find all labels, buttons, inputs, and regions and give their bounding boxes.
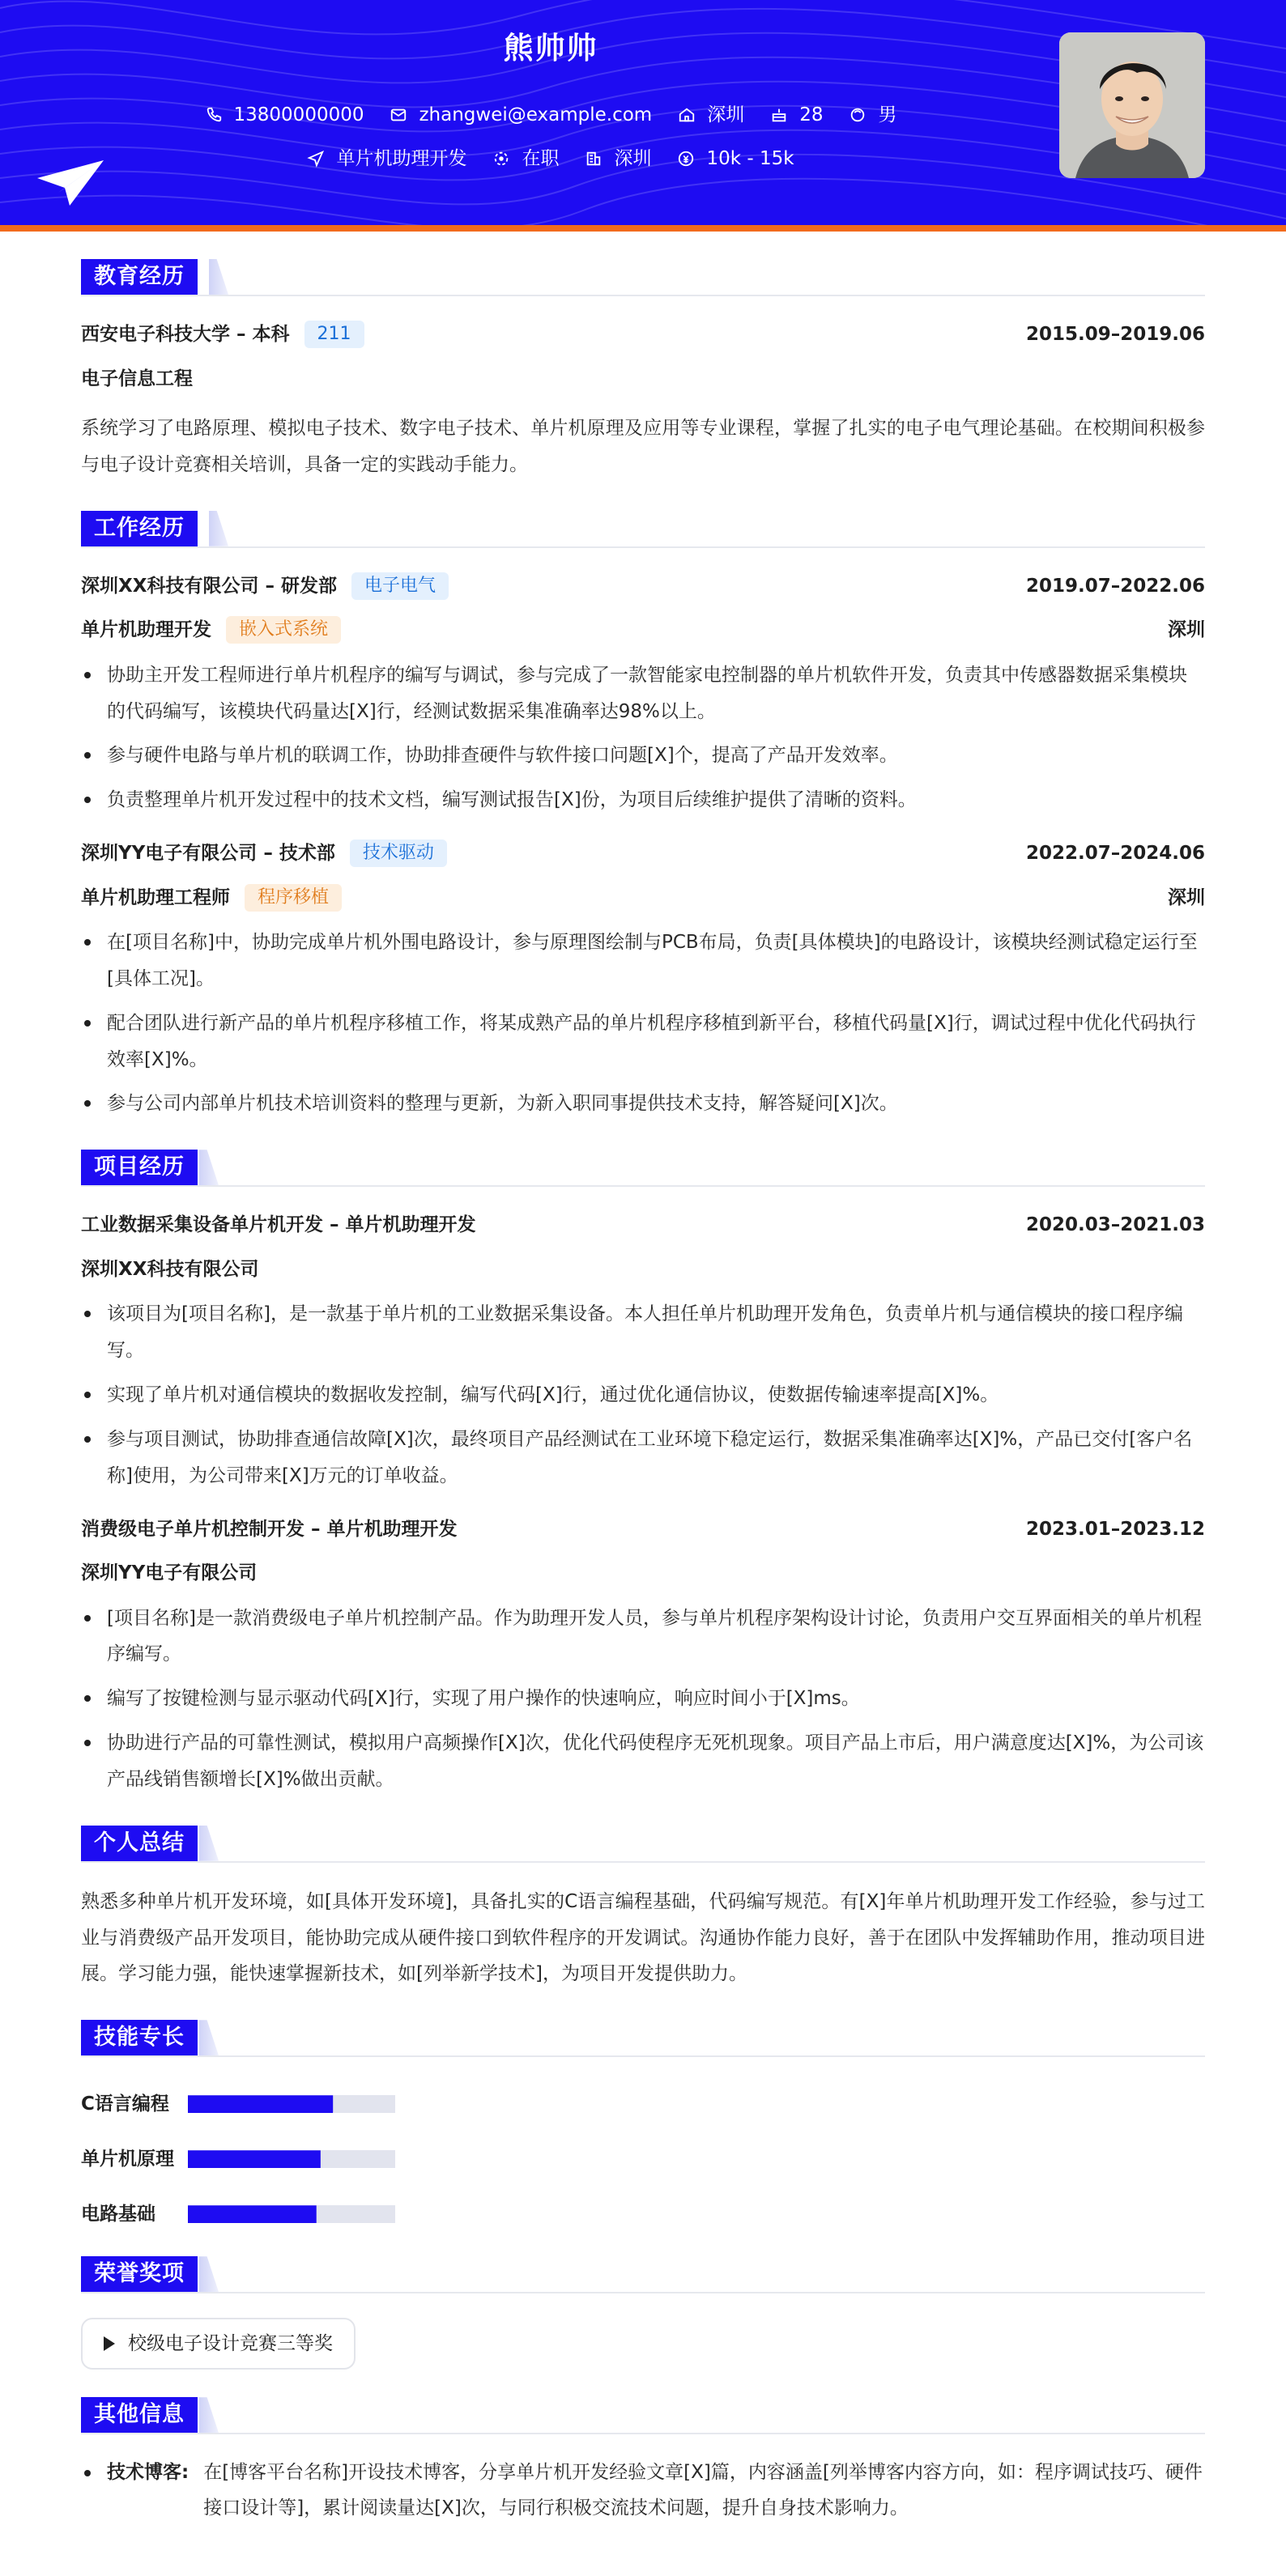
list-item: 负责整理单片机开发过程中的技术文档，编写测试报告[X]份，为项目后续维护提供了清晰的资料。 <box>81 782 1205 818</box>
send-icon <box>307 150 325 168</box>
major-name: 电子信息工程 <box>81 368 193 389</box>
job-location: 深圳 <box>1168 886 1205 908</box>
other-section <box>81 2397 1205 2526</box>
list-item: 参与项目测试，协助排查通信故障[X]次，最终项目产品经测试在工业环境下稳定运行，数据采集准确率达[X]%，产品已交付[客户名称]使用，为公司带来[X]万元的订单收益。 <box>81 1422 1205 1494</box>
project-period: 2023.01–2023.12 <box>1025 1518 1205 1540</box>
education-description: 系统学习了电路原理、模拟电子技术、数字电子技术、单片机原理及应用等专业课程，掌握了扎实的电子电气理论基础。在校期间积极参与电子设计竞赛相关培训，具备一定的实践动手能力。 <box>81 418 1205 475</box>
project-bullet-list <box>81 1600 1205 1798</box>
project-company: 深圳XX科技有限公司 <box>81 1258 259 1280</box>
list-item: 协助进行产品的可靠性测试，模拟用户高频操作[X]次，优化代码使程序无死机现象。项目产品上市后，用户满意度达[X]%，为公司该产品线销售额增长[X]%做出贡献。 <box>81 1725 1205 1798</box>
gender-item <box>849 102 896 128</box>
job-entry <box>81 572 1205 818</box>
section-title: 教育经历 <box>81 259 198 295</box>
section-title: 其他信息 <box>81 2397 198 2433</box>
summary-section <box>81 1826 1205 1993</box>
work-section <box>81 511 1205 1123</box>
job-role: 单片机助理开发 <box>81 619 211 641</box>
phone-item <box>205 102 364 128</box>
skill-item <box>81 2187 654 2242</box>
summary-text: 熟悉多种单片机开发环境，如[具体开发环境]，具备扎实的C语言编程基础，代码编写规范。有[X]年单片机助理开发工作经验，参与过工业与消费级产品开发项目，能协助完成从硬件接口到软件程序的开发调试。沟通协作能力良好，善于在团队中发挥辅助作用，推动项目进展。学习能力强，能快速掌握新技术，如[列举新学技术]，为项目开发提供助力。 <box>81 1890 1205 1985</box>
bottom-spacer <box>81 2527 1205 2546</box>
city-text: 深圳 <box>707 104 745 125</box>
list-item: 参与公司内部单片机技术培训资料的整理与更新，为新入职同事提供技术支持，解答疑问[X]次。 <box>81 1086 1205 1122</box>
phone-icon <box>205 106 223 124</box>
major-row <box>81 365 1205 393</box>
list-item: 在[项目名称]中，协助完成单片机外围电路设计，参与原理图绘制与PCB布局，负责[具体模块]的电路设计，该模块经测试稳定运行至[具体工况]。 <box>81 925 1205 997</box>
target-position-text: 单片机助理开发 <box>336 148 467 169</box>
project-name: 消费级电子单片机控制开发 – 单片机助理开发 <box>81 1518 458 1540</box>
city-item <box>678 102 744 128</box>
company-tag-badge: 电子电气 <box>351 572 449 600</box>
school-name: 西安电子科技大学 – 本科 <box>81 324 290 345</box>
job-bullet-list <box>81 657 1205 818</box>
phone-text: 13800000000 <box>233 104 364 125</box>
mail-icon <box>390 106 407 124</box>
education-entry-header <box>81 321 1205 349</box>
salary-item <box>677 146 794 172</box>
section-title-decoration <box>209 511 228 546</box>
list-item: 该项目为[项目名称]，是一款基于单片机的工业数据采集设备。本人担任单片机助理开发角色，负责单片机与通信模块的接口程序编写。 <box>81 1296 1205 1369</box>
section-header <box>81 2020 1205 2060</box>
resume-header <box>0 0 1286 232</box>
job-bullet-list <box>81 925 1205 1122</box>
skill-level-bar <box>188 2205 395 2223</box>
email-item <box>390 102 652 128</box>
money-icon <box>677 150 695 168</box>
salary-text: 10k - 15k <box>706 148 794 169</box>
list-item: 配合团队进行新产品的单片机程序移植工作，将某成熟产品的单片机程序移植到新平台，移植代码量[X]行，调试过程中优化代码执行效率[X]%。 <box>81 1005 1205 1078</box>
section-divider <box>81 2055 1205 2057</box>
status-text: 在职 <box>522 148 560 169</box>
section-divider <box>81 295 1205 296</box>
skill-level-fill <box>188 2150 321 2168</box>
company-tag-badge: 技术驱动 <box>350 840 447 867</box>
building-icon <box>585 150 603 168</box>
award-name: 校级电子设计竞赛三等奖 <box>128 2332 333 2354</box>
section-title-decoration <box>199 1826 219 1861</box>
job-role-row <box>81 616 1205 644</box>
cake-icon <box>770 106 788 124</box>
list-item <box>81 2455 1205 2526</box>
section-divider <box>81 546 1205 548</box>
project-company-row <box>81 1559 1205 1588</box>
play-triangle-icon <box>104 2336 115 2351</box>
skill-name: 电路基础 <box>81 2203 155 2225</box>
section-header <box>81 259 1205 300</box>
school-tag-badge: 211 <box>304 321 364 348</box>
job-period: 2019.07–2022.06 <box>1025 575 1205 597</box>
section-title-decoration <box>199 1150 219 1185</box>
section-title: 荣誉奖项 <box>81 2256 198 2292</box>
gender-text: 男 <box>878 104 897 125</box>
list-item: 参与硬件电路与单片机的联调工作，协助排查硬件与软件接口问题[X]个，提高了产品开发效率。 <box>81 738 1205 774</box>
section-title-decoration <box>209 259 228 295</box>
project-entry <box>81 1515 1205 1798</box>
skill-item <box>81 2132 654 2187</box>
job-location: 深圳 <box>1168 619 1205 641</box>
company-name: 深圳YY电子有限公司 – 技术部 <box>81 843 335 865</box>
job-role-row <box>81 884 1205 912</box>
target-position-item <box>307 146 466 172</box>
section-title-decoration <box>199 2020 219 2055</box>
list-item: 协助主开发工程师进行单片机程序的编写与调试，参与完成了一款智能家电控制器的单片机软件开发，负责其中传感器数据采集模块的代码编写，该模块代码量达[X]行，经测试数据采集准确率达98%以上。 <box>81 657 1205 730</box>
email-text: zhangwei@example.com <box>419 104 653 125</box>
section-divider <box>81 2433 1205 2434</box>
section-header <box>81 2256 1205 2297</box>
status-item <box>492 146 559 172</box>
section-title: 个人总结 <box>81 1826 198 1861</box>
project-header <box>81 1515 1205 1544</box>
project-period: 2020.03–2021.03 <box>1025 1214 1205 1236</box>
avatar <box>1059 32 1205 178</box>
profile-photo <box>1059 32 1205 178</box>
section-divider <box>81 2292 1205 2293</box>
skill-level-bar <box>188 2150 395 2168</box>
project-company-row <box>81 1256 1205 1284</box>
age-text: 28 <box>799 104 824 125</box>
section-divider <box>81 1861 1205 1863</box>
skills-grid <box>81 2077 1205 2242</box>
company-name: 深圳XX科技有限公司 – 研发部 <box>81 575 337 597</box>
skill-item <box>81 2077 654 2132</box>
list-item: 实现了单片机对通信模块的数据收发控制，编写代码[X]行，通过优化通信协议，使数据传输速率提高[X]%。 <box>81 1377 1205 1413</box>
other-item-key: 技术博客: <box>107 2462 189 2484</box>
project-company: 深圳YY电子有限公司 <box>81 1562 258 1583</box>
candidate-name: 熊帅帅 <box>503 31 598 66</box>
section-divider <box>81 1185 1205 1187</box>
role-tag-badge: 嵌入式系统 <box>226 616 341 644</box>
other-list <box>81 2455 1205 2526</box>
education-period: 2015.09–2019.06 <box>1025 324 1205 345</box>
section-title: 技能专长 <box>81 2020 198 2055</box>
skill-level-fill <box>188 2095 333 2113</box>
target-city-item <box>585 146 651 172</box>
skill-level-fill <box>188 2205 317 2223</box>
section-title-decoration <box>199 2397 219 2433</box>
contact-row <box>0 102 1101 128</box>
target-city-text: 深圳 <box>614 148 652 169</box>
project-header <box>81 1211 1205 1239</box>
job-intent-row <box>0 146 1101 172</box>
list-item: 编写了按键检测与显示驱动代码[X]行，实现了用户操作的快速响应，响应时间小于[X]ms。 <box>81 1681 1205 1717</box>
award-item <box>81 2318 356 2370</box>
other-item-value: 在[博客平台名称]开设技术博客，分享单片机开发经验文章[X]篇，内容涵盖[列举博客内容方向，如：程序调试技巧、硬件接口设计等]，累计阅读量达[X]次，与同行积极交流技术问题，提升自身技术影响力。 <box>203 2462 1203 2519</box>
gender-icon <box>849 106 867 124</box>
section-title: 工作经历 <box>81 511 198 546</box>
job-entry <box>81 840 1205 1122</box>
project-name: 工业数据采集设备单片机开发 – 单片机助理开发 <box>81 1214 476 1236</box>
job-header <box>81 572 1205 601</box>
list-item: [项目名称]是一款消费级电子单片机控制产品。作为助理开发人员，参与单片机程序架构设计讨论，负责用户交互界面相关的单片机程序编写。 <box>81 1600 1205 1673</box>
section-header <box>81 1826 1205 1866</box>
project-entry <box>81 1211 1205 1494</box>
job-role: 单片机助理工程师 <box>81 886 230 908</box>
home-icon <box>678 106 696 124</box>
section-header <box>81 511 1205 551</box>
skill-name: C语言编程 <box>81 2093 169 2115</box>
section-title: 项目经历 <box>81 1150 198 1185</box>
age-item <box>770 102 823 128</box>
section-title-decoration <box>199 2256 219 2292</box>
section-header <box>81 2397 1205 2438</box>
awards-section <box>81 2256 1205 2370</box>
job-period: 2022.07–2024.06 <box>1025 843 1205 865</box>
section-header <box>81 1150 1205 1190</box>
skill-name: 单片机原理 <box>81 2148 174 2170</box>
skill-level-bar <box>188 2095 395 2113</box>
role-tag-badge: 程序移植 <box>245 884 342 912</box>
status-icon <box>492 150 510 168</box>
resume-body <box>0 259 1286 2546</box>
education-section <box>81 259 1205 483</box>
projects-section <box>81 1150 1205 1797</box>
skills-section <box>81 2020 1205 2242</box>
project-bullet-list <box>81 1296 1205 1494</box>
job-header <box>81 840 1205 868</box>
